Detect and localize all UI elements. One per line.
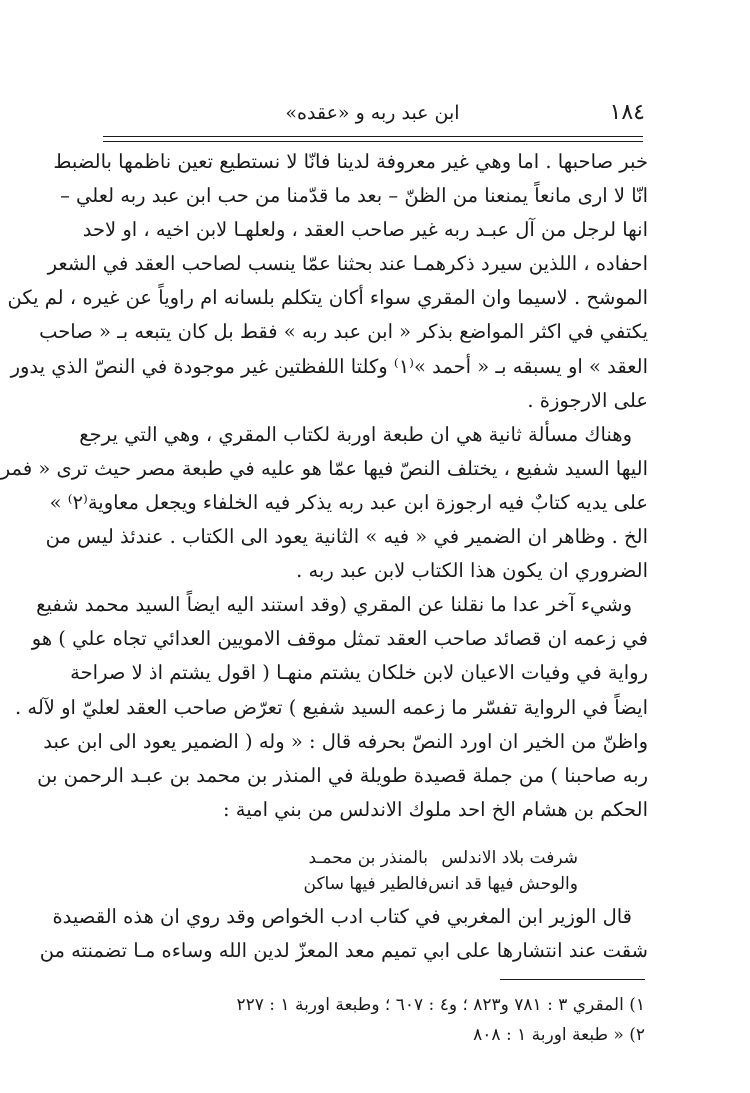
paragraph-2 — [0, 418, 648, 588]
text-line: رواية في وفيات الاعيان لابن خلكان يشتم منهـا ( اقول يشتم اذ لا صراحة — [70, 661, 648, 685]
text-line: على يديه كتابٌ فيه ارجوزة ابن عبد ربه يذكر فيه الخلفاء ويجعل معاوية⁽٢⁾ » — [49, 490, 648, 514]
text-line: اليها السيد شفيع ، يختلف النصّ فيها عمّا هو عليه في طبعة مصر حيث ترى « فمر — [0, 456, 648, 480]
paragraph-4 — [39, 900, 648, 968]
footnotes — [100, 990, 645, 1050]
main-text — [0, 145, 648, 827]
text-line: قال الوزير ابن المغربي في كتاب ادب الخواص وقد روي ان هذه القصيدة — [52, 905, 632, 928]
page-number: ١٨٤ — [609, 100, 645, 125]
text-line: احفاده ، اللذين سيرد ذكرهمـا عند بحثنا عمّا ينسب لصاحب العقد في الشعر — [47, 252, 648, 276]
text-line: خبر صاحبها . اما وهي غير معروفة لدينا فانّا لا نستطيع تعين ناظمها بالضبط — [53, 150, 648, 173]
main-text-continued — [39, 900, 648, 968]
footnote-2: ٢) « طبعة اوربة ١ : ٨٠٨ — [473, 1025, 645, 1045]
verse-hemistich-first: فالطير فيها ساكن — [303, 874, 428, 894]
text-line: الحكم بن هشام الخ احد ملوك الاندلس من بني امية : — [223, 797, 648, 821]
text-line: انّا لا اری مانعاً يمنعنا من الظنّ – بعد ما قدّمنا من حب ابن عبد ربه لعلي – — [60, 184, 648, 208]
paragraph-3 — [15, 588, 648, 827]
footnote-1: ١) المقري ٣ : ٧٨١ و٨٢٣ ؛ و٤ : ٦٠٧ ؛ وطبعة اوربة ١ : ٢٢٧ — [236, 995, 645, 1015]
footnote-rule — [500, 979, 645, 980]
running-title: ابن عبد ربه و «عقده» — [285, 102, 460, 124]
header-rule-bottom — [103, 141, 643, 142]
text-line: على الارجوزة . — [527, 388, 648, 412]
text-line: شقت عند انتشارها على ابي تميم معد المعزّ لدين الله وساءه مـا تضمنته من — [39, 939, 648, 963]
text-line: الموشح . لاسيما وان المقري سواء أكان يتكلم بلسانه ام راوياً عن غيره ، لم يكن — [7, 286, 648, 310]
text-line: ربه صاحبنا ) من جملة قصيدة طويلة في المنذر بن محمد بن عبـد الرحمن بن — [37, 763, 648, 787]
text-line: يكتفي في اكثر المواضع بذكر « ابن عبد ربه » فقط بل كان يتبعه بـ « صاحب — [39, 320, 648, 344]
text-line: وهناك مسألة ثانية هي ان طبعة اوربة لكتاب المقري ، وهي التي يرجع — [79, 422, 632, 446]
page-header — [100, 100, 645, 132]
verse-hemistich-first: بالمنذر بن محمـد — [308, 848, 428, 868]
text-line: انها لرجل من آل عبـد ربه غير صاحب العقد ، ولعلهـا لابن اخيه ، او لاحد — [82, 218, 648, 242]
verse-hemistich-second: شرفت بلاد الاندلس — [441, 848, 578, 868]
text-line: الضروري ان يكون هذا الكتاب لابن عبد ربه . — [296, 559, 648, 583]
text-line: ايضاً في الرواية تفسّر ما زعمه السيد شفيع ) تعرّض صاحب العقد لعليّ او لآله . — [15, 695, 648, 719]
text-line: الخ . وظاهر ان الضمير في « فيه » الثانية يعود الى الكتاب . عندئذ ليس من — [45, 525, 648, 549]
text-line: واظنّ من الخير ان اورد النصّ بحرفه قال : « وله ( الضمير يعود الى ابن عبد — [43, 729, 648, 753]
text-line: العقد » او يسبقه بـ « أحمد »⁽١⁾ وكلتا اللفظتين غير موجودة في النصّ الذي يدور — [10, 354, 648, 378]
text-line: وشيء آخر عدا ما نقلنا عن المقري (وقد استند اليه ايضاً السيد محمد شفيع — [36, 593, 632, 617]
paragraph-1 — [7, 145, 648, 418]
verse-hemistich-second: والوحش فيها قد انس — [428, 874, 578, 894]
text-line: في زعمه ان قصائد صاحب العقد تمثل موقف الامويين العدائي تجاه علي ) هو — [31, 627, 648, 651]
header-rule-top — [103, 136, 643, 137]
